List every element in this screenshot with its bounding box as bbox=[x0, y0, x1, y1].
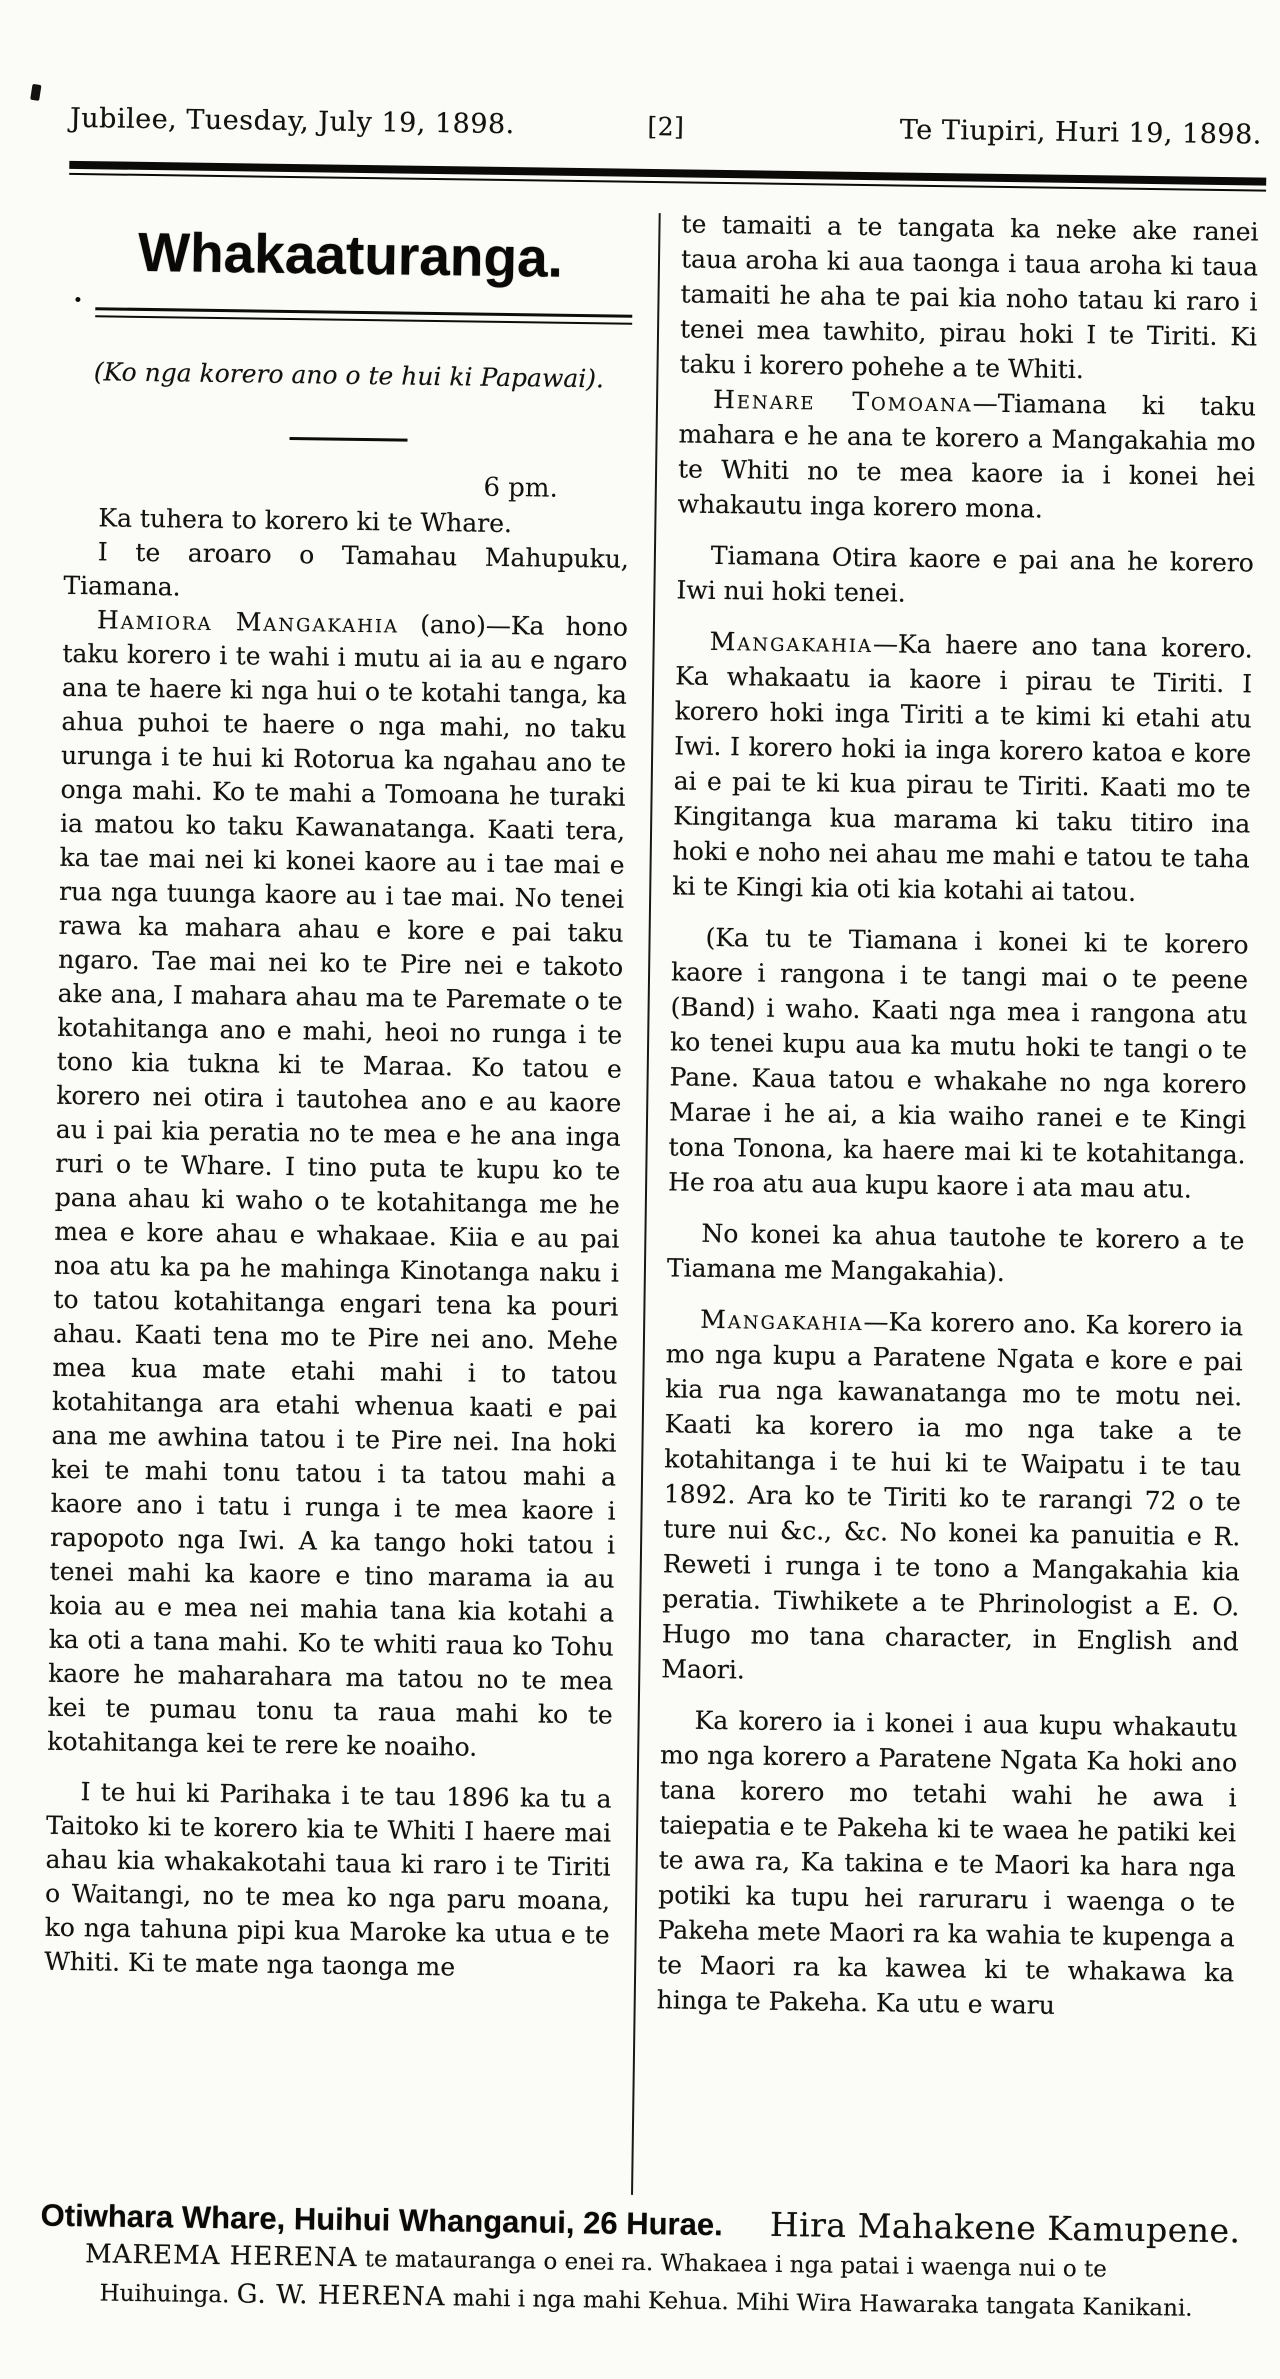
advert-name-herena: G. W. HERENA bbox=[236, 2279, 446, 2313]
page-number: [2] bbox=[647, 111, 685, 142]
paragraph: (Ka tu te Tiamana i konei ki te korero kaore i rangona i te tangi mai o te peene (Band) i waho. Kaati nga mea i rangona atu ko tenei kupu aua ka mutu hoki te tangi o te Pane. Kaua tatou e whakahe no nga korero Marae i he ai, a kia waiho ranei e te Kingi tona Tonona, ka haere mai ki te kotahitanga. He roa atu aua kupu kaore i ata mau atu. bbox=[667, 922, 1249, 1204]
ink-dot bbox=[75, 297, 80, 302]
advert-footer bbox=[39, 2195, 1241, 2329]
paragraph: Tiamana Otira kaore e pai ana he korero Iwi nui hoki tenei. bbox=[676, 540, 1255, 608]
left-column-text bbox=[44, 501, 630, 1987]
advert-company: Hira Mahakene Kamupene. bbox=[769, 2204, 1241, 2251]
title-rule-line2 bbox=[95, 315, 632, 324]
advert-name-marema: MAREMA HERENA bbox=[84, 2239, 358, 2274]
speech-paragraph: Mangakahia—Ka korero ano. Ka korero ia mo nga kupu a Paratene Ngata e kore e pai kia rua nga kawanatanga mo te motu nei. Kaati ka korero ia mo nga take a te kotahitanga i te hui ki te Waipatu i te tau 1892. Ara ko te Tiriti ko te rarangi 72 o te ture nui &c., &c. No konei ka panuitia e R. Reweti i runga i te tono a Mangakahia kia peratia. Tiwhikete a te Phrinologist a E. O. Hugo mo tana character, in English and Maori. bbox=[661, 1304, 1244, 1685]
right-column bbox=[657, 206, 1259, 2025]
paragraph: Ka korero ia i konei i aua kupu whakautu mo nga korero a Paratene Ngata Ka hoki ano tana korero mo tetahi wahi he awa i taiepatia e te Pakeha ki te waea he patiki kei te awa ra, Ka takina e te Maori ka hara nga potiki ka tupu hei raruraru i waenga o te Pakeha mete Maori ra ka wahia te kupenga a te Maori ra ka kawea ki te whakawa ka hinga te Pakeha. Ka utu e waru bbox=[656, 1705, 1238, 2020]
column-divider bbox=[631, 213, 661, 2195]
page-header bbox=[70, 103, 1262, 151]
title-rule bbox=[67, 307, 632, 325]
speaker-name: Mangakahia bbox=[700, 1304, 864, 1337]
advert-heading: Otiwhara Whare, Huihui Whanganui, 26 Hurae. bbox=[40, 2197, 723, 2243]
paragraph: I te hui ki Parihaka i te tau 1896 ka tu a Taitoko ki te korero kia te Whiti I haere mai ahau kia whakakotahi taua ki raro i te Tiriti o Waitangi, no te mea ko nga paru moana, ko nga tahuna pipi kua Maroke ka utua e te Whiti. Ki te mate nga taonga me bbox=[44, 1777, 612, 1982]
header-rule bbox=[69, 161, 1266, 192]
advert-line3-start: Huihuinga. bbox=[99, 2280, 237, 2309]
paragraph: No konei ka ahua tautohe te korero a te Tiamana me Mangakahia). bbox=[666, 1218, 1245, 1288]
right-column-text bbox=[657, 206, 1259, 2025]
speaker-name: Mangakahia bbox=[709, 626, 874, 659]
paragraph: Ka tuhera to korero ki te Whare. bbox=[98, 503, 513, 539]
left-column bbox=[44, 191, 634, 1987]
header-date-maori: Te Tiupiri, Huri 19, 1898. bbox=[899, 114, 1263, 151]
paragraph: I te aroaro o Tamahau Mahupuku, Tiamana. bbox=[63, 537, 630, 602]
speaker-name: Henare Tomoana bbox=[712, 384, 973, 418]
paragraph: te tamaiti a te tangata ka neke ake ranei taua aroha ki aua taonga i taua aroha ki taua tamaiti he aha te pai kia noho tatau ki raro i tenei mea tawhito, pirau hoki I te Tiriti. Ki taku i korero pohehe a te Whiti. bbox=[679, 209, 1259, 385]
article-title: Whakaaturanga. bbox=[137, 220, 564, 289]
speech-paragraph: Henare Tomoana—Tiamana ki taku mahara e he ana te korero a Mangakahia mo te Whiti no te mea kaore ia i konei hei whakautu inga korero mona. bbox=[677, 384, 1257, 524]
advert-line2-text: te matauranga o enei ra. Whakaea i nga patai i waenga nui o te bbox=[357, 2246, 1108, 2283]
article-subtitle: (Ko nga korero ano o te hui ki Papawai). bbox=[93, 357, 605, 394]
time-note: 6 pm. bbox=[483, 472, 559, 504]
header-date-english: Jubilee, Tuesday, July 19, 1898. bbox=[69, 102, 515, 141]
speech-paragraph: Hamiora Mangakahia (ano)—Ka hono taku korero i te wahi i mutu ai ia au e ngaro ana te haere ki nga hui o te kotahi tanga, ka ahua puhoi te haere o nga mahi, no taku urunga i te hui ki Rotorua ka ngahau ano te onga mahi. Ko te mahi a Tomoana he turaki ia matou ko taku Kawanatanga. Kaati tera, ka tae mai nei ki konei kaore au i tae mai e rua nga tuunga kaore au i tae mai. No tenei rawa ka mahara ahau e kore e pai taku ngaro. Tae mai nei ko te Pire nei e takoto ake ana, I mahara ahau ma te Paremate o te kotahitanga ano e mahi, heoi no runga i te tono kia tukna ki te Maraa. Ko tatou e korero nei otira i tautohea ano e au kaore au i pai kia peratia no te mea e he ana inga ruri o te Whare. I tino puta te kupu ko te pana ahau ki waho o te kotahitanga me he mea e kore ahau e whakaae. Kiia e au pai noa atu ka pa he mahinga Kinotanga naku i to tatou kotahitanga engari tena ka pouri ahau. Kaati tena mo te Pire nei ano. Mehe mea kua mate etahi mahi i to tatou kotahitanga ara etahi whenua kaati e pai ana me awhina tatou i te Pire nei. Ina hoki kei te mahi tonu tatou i ta tatou mahi a kaore ano i tatu i runga i te mea kaore i rapopoto nga Iwi. A ka tango hoki tatou i tenei mahi ka kaore e tino marama ia au koia au e mea nei mahia tana kia kotahi a ka oti a tana mahi. Ko te whiti raua ko Tohu kaore he maharahara ma tatou no te mea kei te pumau tonu ta raua mahi ko te kotahitanga kei te rere ke noaiho. bbox=[47, 605, 629, 1762]
advert-line3-text: mahi i nga mahi Kehua. Mihi Wira Hawaraka tangata Kanikani. bbox=[445, 2285, 1193, 2322]
section-rule bbox=[289, 437, 407, 442]
ink-smudge bbox=[30, 84, 41, 101]
speech-paragraph: Mangakahia—Ka haere ano tana korero. Ka whakaatu ia kaore i pirau te Tiriti. I korero hoki inga Tiriti a te kimi ki etahi atu Iwi. I korero hoki ia inga korero katoa e kore ai e pai te ki kua pirau te Tiriti. Kaati mo te Kingitanga kua marama ki taku titiro ina hoki e noho nei ahau me mahi e tatou te taha ki te Kingi kia oti kia kotahi ai tatou. bbox=[672, 626, 1253, 907]
speaker-name: Hamiora Mangakahia bbox=[96, 605, 400, 639]
